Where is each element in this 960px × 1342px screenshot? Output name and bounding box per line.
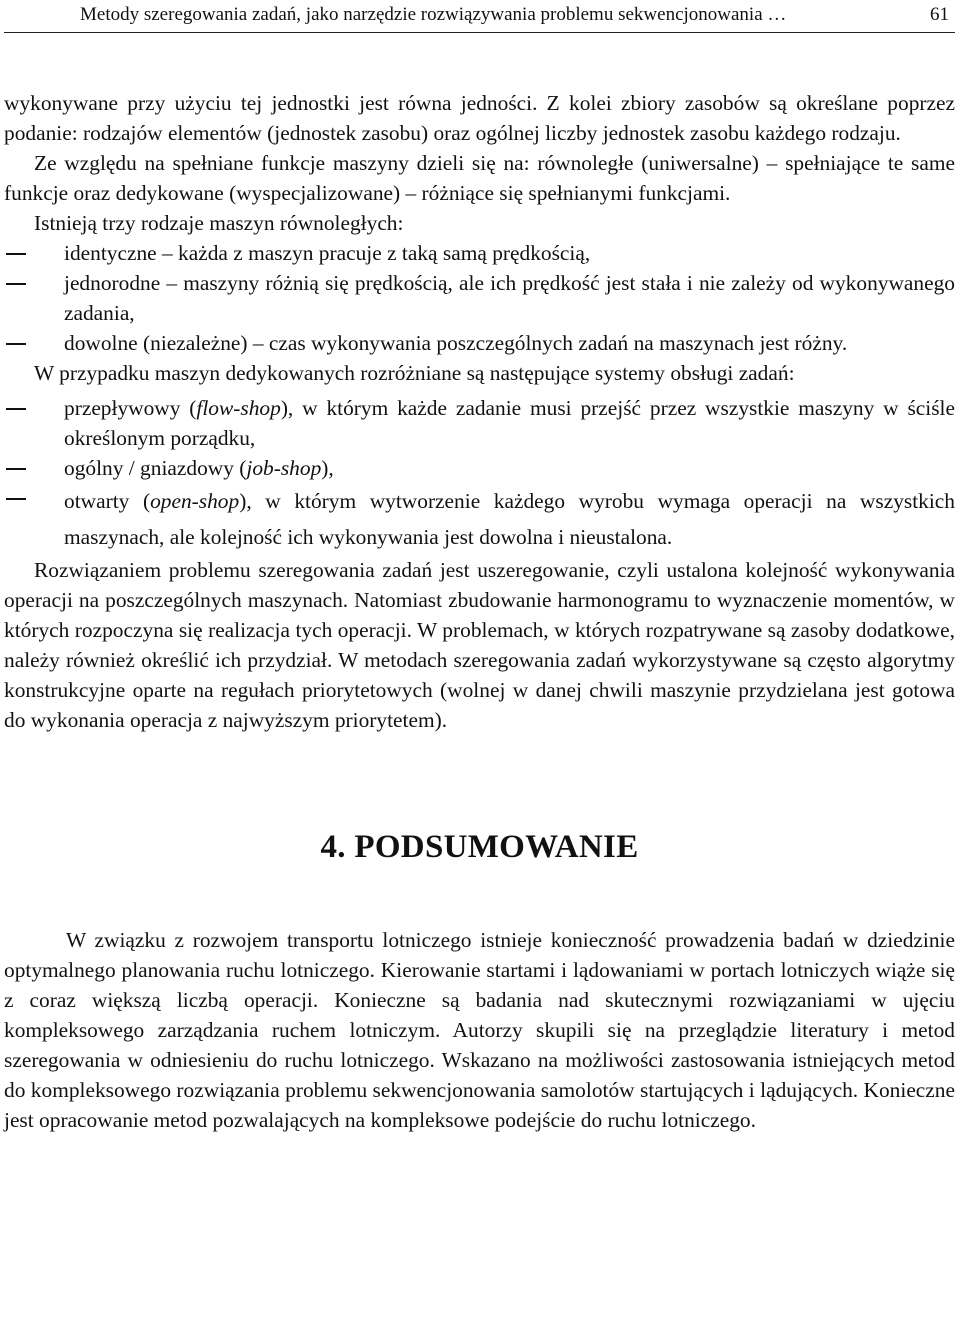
page-number: 61 — [930, 4, 949, 25]
running-header — [4, 0, 955, 33]
term-job-shop: job-shop — [246, 456, 322, 480]
running-title: Metody szeregowania zadań, jako narzędzie rozwiązywania problemu sekwencjonowania … — [80, 4, 787, 25]
list-item: otwarty (open-shop), w którym wytworzenie każdego wyrobu wymaga operacji na wszystkich maszynach, ale kolejność ich wykonywania jest dowolna i nieustalona. — [4, 483, 955, 555]
list-item: jednorodne – maszyny różnią się prędkością, ale ich prędkość jest stała i nie zależy od wykonywanego zadania, — [4, 268, 955, 328]
list-item: przepływowy (flow-shop), w którym każde zadanie musi przejść przez wszystkie maszyny w ściśle określonym porządku, — [4, 393, 955, 453]
list-item: dowolne (niezależne) – czas wykonywania poszczególnych zadań na maszynach jest różny. — [4, 328, 955, 358]
list-item: identyczne – każda z maszyn pracuje z taką samą prędkością, — [4, 238, 955, 268]
section-title: 4. PODSUMOWANIE — [320, 829, 639, 865]
paragraph-summary: W związku z rozwojem transportu lotniczego istnieje konieczność prowadzenia badań w dziedzinie optymalnego planowania ruchu lotniczego. Kierowanie startami i lądowaniami w portach lotniczych wiąże się z coraz większą liczbą operacji. Konieczne są badania nad skutecznymi rozwiązaniami w ujęciu kompleksowego zarządzania ruchem lotniczym. Autorzy skupili się na przeglądzie literatury i metod szeregowania w odniesieniu do ruchu lotniczego. Wskazano na możliwości zastosowania istniejących metod do kompleksowego rozwiązania problemu sekwencjonowania samolotów startujących i lądujących. Konieczne jest opracowanie metod pozwalających na kompleksowe podejście do ruchu lotniczego. — [4, 928, 955, 1132]
paragraph-dedicated-intro: W przypadku maszyn dedykowanych rozróżniane są następujące systemy obsługi zadań: — [34, 361, 795, 385]
paragraph-scheduling: Rozwiązaniem problemu szeregowania zadań jest uszeregowanie, czyli ustalona kolejność wykonywania operacji na poszczególnych maszynach. Natomiast zbudowanie harmonogramu to wyznaczenie momentów, w których rozpoczyna się realizacja tych operacji. W problemach, w których rozpatrywane są zasoby dodatkowe, należy również określić ich przydział. W metodach szeregowania zadań wykorzystywane są często algorytmy konstrukcyjne oparte na regułach priorytetowych (wolnej w danej chwili maszynie przydzielana jest gotowa do wykonania operacja z najwyższym priorytetem). — [4, 558, 955, 732]
paragraph-resources: wykonywane przy użyciu tej jednostki jest równa jedności. Z kolei zbiory zasobów są określane poprzez podanie: rodzajów elementów (jednostek zasobu) oraz ogólnej liczby jednostek zasobu każdego rodzaju. — [4, 91, 955, 145]
shop-systems-list — [4, 393, 955, 555]
list-item: ogólny / gniazdowy (job-shop), — [4, 453, 955, 483]
paragraph-parallel-intro: Istnieją trzy rodzaje maszyn równoległych: — [34, 211, 404, 235]
body-text — [4, 88, 955, 1135]
paragraph-machine-types: Ze względu na spełniane funkcje maszyny dzieli się na: równoległe (uniwersalne) – spełniające te same funkcje oraz dedykowane (wyspecjalizowane) – różniące się spełnianymi funkcjami. — [4, 151, 955, 205]
term-open-shop: open-shop — [150, 489, 240, 513]
parallel-machines-list — [4, 238, 955, 358]
term-flow-shop: flow-shop — [196, 396, 281, 420]
